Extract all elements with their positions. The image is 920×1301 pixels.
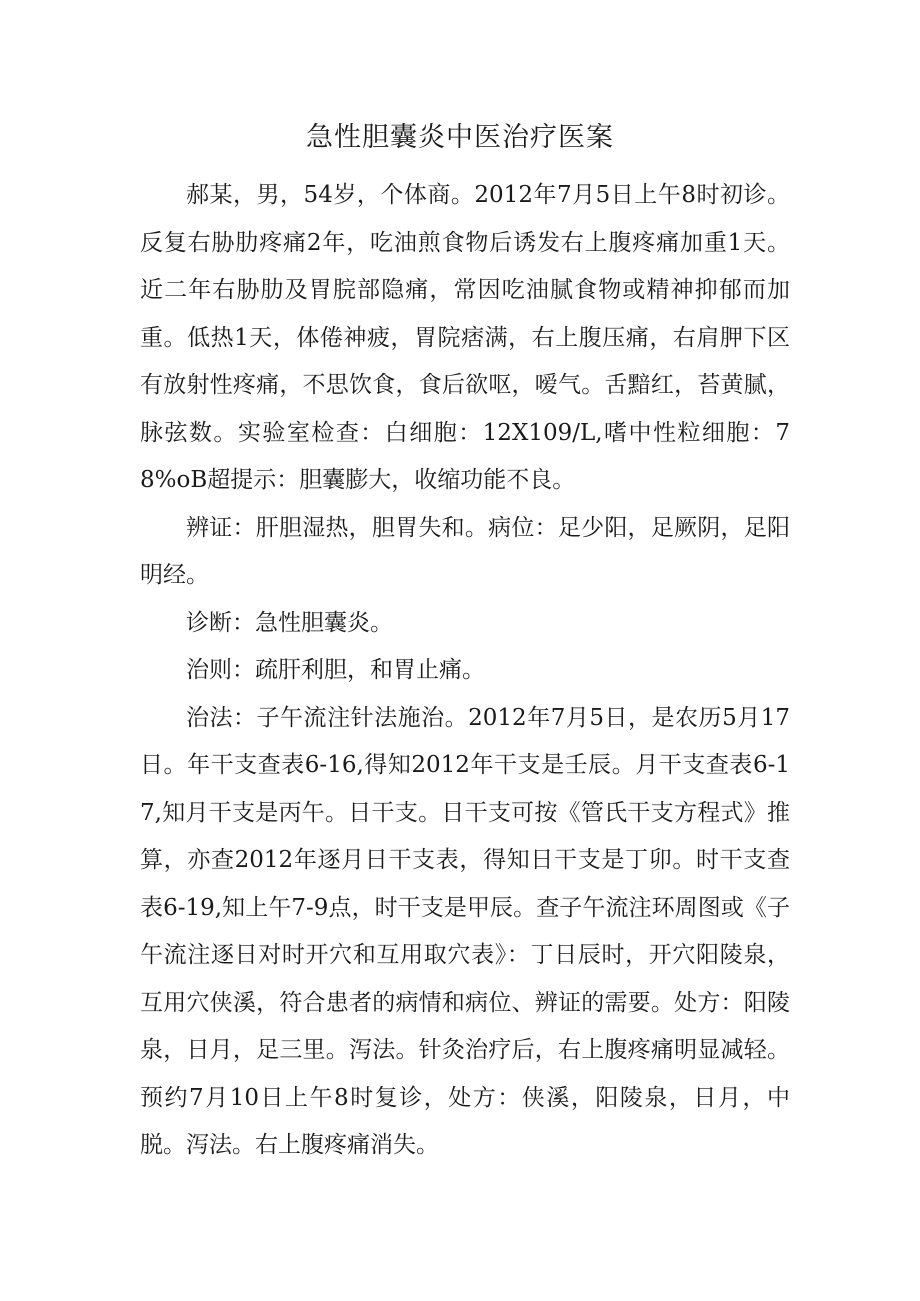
- paragraph-diagnosis: 诊断：急性胆囊炎。: [186, 609, 393, 636]
- document-title: 急性胆囊炎中医治疗医案: [306, 122, 614, 153]
- paragraph-differentiation: 辨证：肝胆湿热，胆胃失和。病位：足少阳，足厥阴，足阳明经。: [140, 514, 790, 588]
- paragraph-treatment-principle: 治则：疏肝利胆，和胃止痛。: [186, 657, 485, 683]
- paragraph-case-history: 郝某，男，54岁，个体商。2012年7月5日上午8时初诊。反复右胁肋疼痛2年，吃油煎食物后诱发右上腹疼痛加重1天。近二年右胁肋及胃脘部隐痛，常因吃油腻食物或精神抑郁而加重。低热1天，体倦神疲，胃院痞满，右上腹压痛，右肩胛下区有放射性疼痛，不思饮食，食后欲呕，嗳气。舌黯红，苔黄腻，脉弦数。实验室检查：白细胞：12X109/L,嗜中性粒细胞：78%oB超提示：胆囊膨大，收缩功能不良。: [140, 182, 790, 493]
- document-body: [140, 172, 790, 1170]
- paragraph-treatment-method: 治法：子午流注针法施治。2012年7月5日，是农历5月17日。年干支查表6-16,得知2012年干支是壬辰。月干支查表6-17,知月干支是丙午。日干支。日干支可按《管氏干支方程式》推算，亦查2012年逐月日干支表，得知日干支是丁卯。时干支查表6-19,知上午7-9点，时干支是甲辰。查子午流注环周图或《子午流注逐日对时开穴和互用取穴表》：丁日辰时，开穴阳陵泉，互用穴侠溪，符合患者的病情和病位、辨证的需要。处方：阳陵泉，日月，足三里。泻法。针灸治疗后，右上腹疼痛明显减轻。预约7月10日上午8时复诊，处方：侠溪，阳陵泉，日月，中脱。泻法。右上腹疼痛消失。: [140, 704, 790, 1158]
